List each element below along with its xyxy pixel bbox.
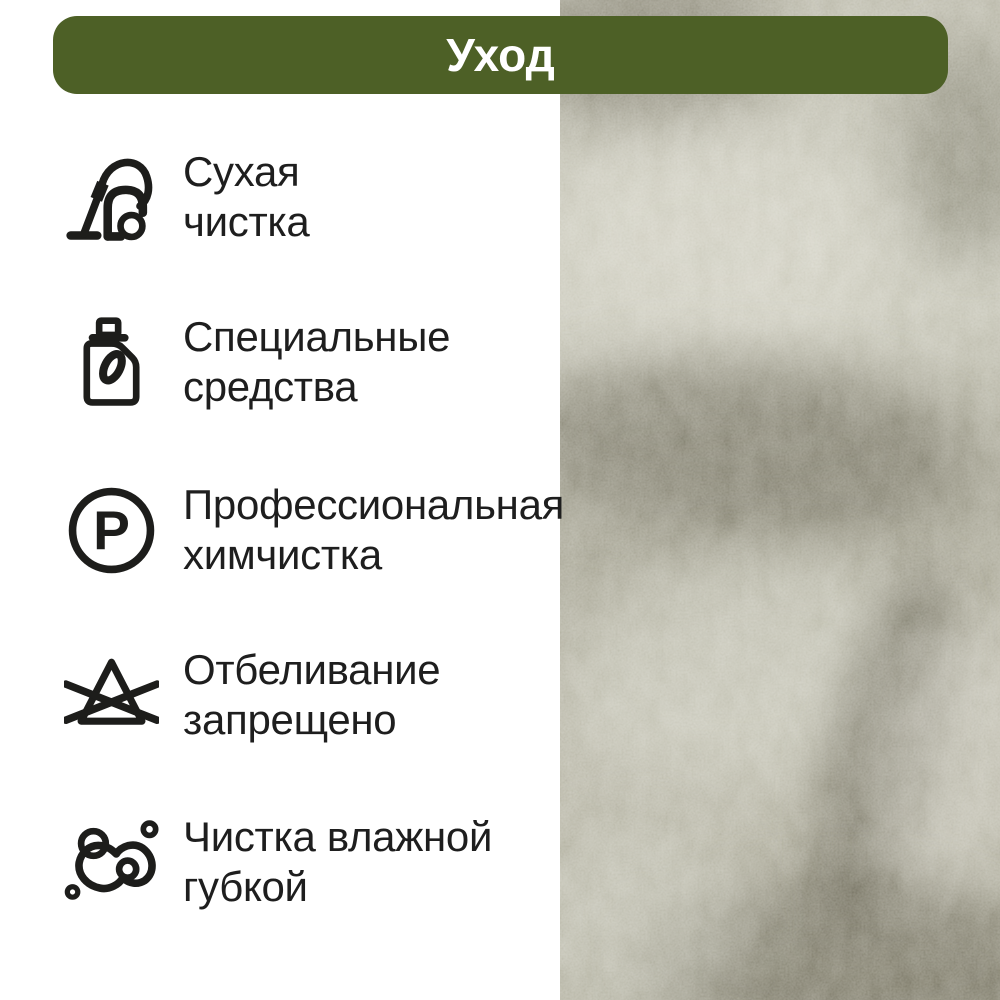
care-item-label: Профессиональная химчистка xyxy=(183,481,565,578)
care-item-wet-sponge xyxy=(64,812,492,912)
care-item-label: Специальные средства xyxy=(183,313,451,410)
wet-sponge-icon xyxy=(64,812,159,912)
care-item-no-bleach xyxy=(64,645,440,745)
fabric-texture-grain xyxy=(560,0,1000,1000)
detergent-bottle-icon xyxy=(64,312,159,412)
page-title: Уход xyxy=(446,29,555,81)
care-item-label: Отбеливание запрещено xyxy=(183,646,441,743)
fabric-photo xyxy=(560,0,1000,1000)
care-title-banner xyxy=(53,16,948,94)
professional-dry-cleaning-icon xyxy=(64,480,159,580)
vacuum-cleaner-icon xyxy=(64,147,159,247)
care-item-label: Чистка влажной губкой xyxy=(183,813,493,910)
letter-p: P xyxy=(93,499,130,561)
care-item-professional-cleaning xyxy=(64,480,564,580)
care-item-special-detergents xyxy=(64,312,450,412)
care-item-label: Сухая чистка xyxy=(183,148,310,245)
do-not-bleach-icon xyxy=(64,645,159,745)
care-item-dry-cleaning xyxy=(64,147,309,247)
